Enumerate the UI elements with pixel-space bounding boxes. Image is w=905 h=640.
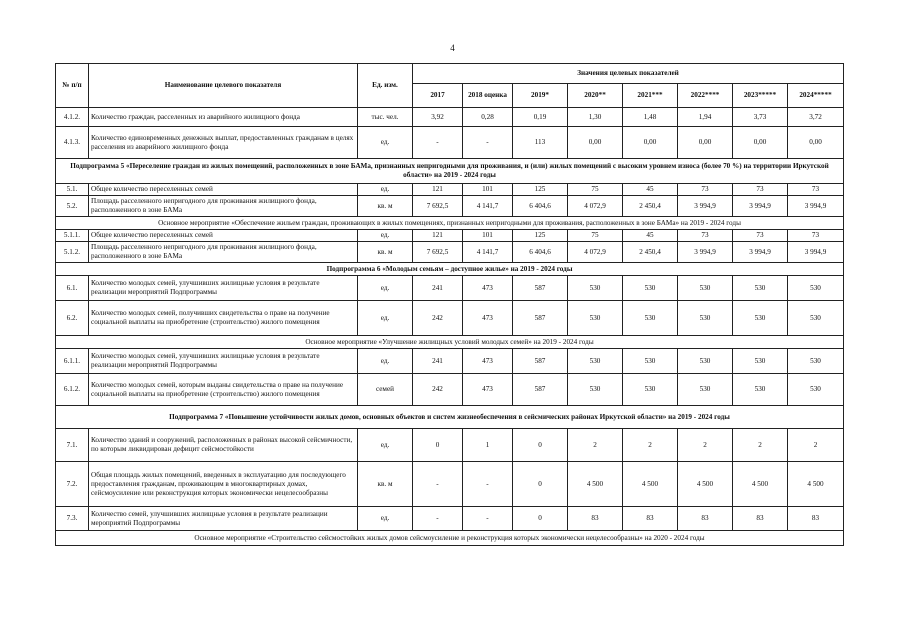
indicator-name: Количество зданий и сооружений, расположенных в районах высокой сейсмичности, по которым ликвидирован дефицит сейсмостойкости xyxy=(89,429,358,462)
value-cell: 45 xyxy=(623,184,678,196)
value-cell: 530 xyxy=(623,349,678,374)
value-cell: 0,00 xyxy=(788,127,844,159)
value-cell: 0 xyxy=(413,429,463,462)
subprogram-title: Подпрограмма 5 «Переселение граждан из жилых помещений, расположенных в зоне БАМа, признанных непригодными для проживания, и (или) жилых помещений с высоким уровнем износа (более 70 %) на территории Иркутской области» на 2019 - 2024 годы xyxy=(56,159,844,184)
value-cell: 4 072,9 xyxy=(568,196,623,217)
value-cell: 83 xyxy=(733,507,788,531)
value-cell: - xyxy=(413,127,463,159)
value-cell: 4 500 xyxy=(623,462,678,507)
unit-cell: кв. м xyxy=(358,242,413,263)
subprogram-row xyxy=(56,263,844,276)
target-indicators-table xyxy=(55,63,844,546)
header-year: 2024***** xyxy=(788,84,844,108)
table-row xyxy=(56,349,844,374)
row-number: 6.1.2. xyxy=(56,374,89,406)
indicator-name: Количество молодых семей, получивших свидетельства о праве на получение социальной выплаты на приобретение (строительство) жилого помещения xyxy=(89,301,358,336)
header-year: 2021*** xyxy=(623,84,678,108)
indicator-name: Количество семей, улучшивших жилищные условия в результате реализации мероприятий Подпрограммы xyxy=(89,507,358,531)
value-cell: 530 xyxy=(788,276,844,301)
subprogram-title: Подпрограмма 6 «Молодым семьям – доступное жилье» на 2019 - 2024 годы xyxy=(56,263,844,276)
value-cell: 241 xyxy=(413,349,463,374)
value-cell: 587 xyxy=(513,276,568,301)
value-cell: 73 xyxy=(678,230,733,242)
measure-title: Основное мероприятие «Строительство сейсмостойких жилых домов сейсмоусиление и реконструкция которых экономически нецелесообразны» на 2020 - 2024 годы xyxy=(56,531,844,546)
value-cell: 7 692,5 xyxy=(413,196,463,217)
indicator-name: Количество молодых семей, которым выданы свидетельства о праве на получение социальной выплаты на приобретение (строительство) жилого помещения xyxy=(89,374,358,406)
value-cell: 2 xyxy=(623,429,678,462)
value-cell: 45 xyxy=(623,230,678,242)
value-cell: 3 994,9 xyxy=(733,242,788,263)
header-year: 2020** xyxy=(568,84,623,108)
value-cell: 3 994,9 xyxy=(788,242,844,263)
page-number: 4 xyxy=(450,43,455,53)
value-cell: 2 xyxy=(788,429,844,462)
table-row xyxy=(56,230,844,242)
value-cell: 0,19 xyxy=(513,108,568,127)
unit-cell: кв. м xyxy=(358,196,413,217)
value-cell: 0,00 xyxy=(623,127,678,159)
indicator-name: Общая площадь жилых помещений, введенных в эксплуатацию для последующего предоставления гражданам, проживающим в многоквартирных домах, сейсмоусиление или реконструкция которых экономически нецелесообразны xyxy=(89,462,358,507)
value-cell: 0,00 xyxy=(568,127,623,159)
value-cell: 530 xyxy=(623,301,678,336)
value-cell: 530 xyxy=(733,276,788,301)
value-cell: 587 xyxy=(513,349,568,374)
row-number: 5.1.2. xyxy=(56,242,89,263)
value-cell: 530 xyxy=(733,349,788,374)
value-cell: 3 994,9 xyxy=(788,196,844,217)
header-year: 2019* xyxy=(513,84,568,108)
value-cell: 0 xyxy=(513,462,568,507)
value-cell: 83 xyxy=(568,507,623,531)
value-cell: 3,72 xyxy=(788,108,844,127)
unit-cell: кв. м xyxy=(358,462,413,507)
value-cell: - xyxy=(463,127,513,159)
value-cell: 530 xyxy=(733,374,788,406)
value-cell: - xyxy=(463,507,513,531)
value-cell: 530 xyxy=(788,374,844,406)
unit-cell: ед. xyxy=(358,301,413,336)
header-values-title: Значения целевых показателей xyxy=(413,64,844,84)
header-year: 2022**** xyxy=(678,84,733,108)
value-cell: 101 xyxy=(463,184,513,196)
value-cell: 2 xyxy=(568,429,623,462)
value-cell: 1 xyxy=(463,429,513,462)
value-cell: 121 xyxy=(413,230,463,242)
header-year: 2017 xyxy=(413,84,463,108)
value-cell: 73 xyxy=(788,184,844,196)
value-cell: 242 xyxy=(413,374,463,406)
indicator-name: Общее количество переселенных семей xyxy=(89,184,358,196)
unit-cell: ед. xyxy=(358,507,413,531)
value-cell: 3 994,9 xyxy=(733,196,788,217)
unit-cell: семей xyxy=(358,374,413,406)
value-cell: 101 xyxy=(463,230,513,242)
measure-title: Основное мероприятие «Обеспечение жильем граждан, проживающих в жилых помещениях, признанных непригодными для проживания, расположенных в зоне БАМа» на 2019 - 2024 годы xyxy=(56,217,844,230)
value-cell: 121 xyxy=(413,184,463,196)
row-number: 5.1.1. xyxy=(56,230,89,242)
subprogram-title: Подпрограмма 7 «Повышение устойчивости жилых домов, основных объектов и систем жизнеобеспечения в сейсмических районах Иркутской области» на 2019 - 2024 годы xyxy=(56,406,844,429)
value-cell: 4 500 xyxy=(678,462,733,507)
value-cell: 3,73 xyxy=(733,108,788,127)
value-cell: 73 xyxy=(733,230,788,242)
value-cell: 75 xyxy=(568,230,623,242)
unit-cell: ед. xyxy=(358,276,413,301)
value-cell: 0 xyxy=(513,429,568,462)
measure-row xyxy=(56,336,844,349)
indicator-name: Общее количество переселенных семей xyxy=(89,230,358,242)
value-cell: 7 692,5 xyxy=(413,242,463,263)
value-cell: - xyxy=(413,462,463,507)
table-row xyxy=(56,276,844,301)
measure-row xyxy=(56,217,844,230)
value-cell: 530 xyxy=(678,374,733,406)
value-cell: 473 xyxy=(463,374,513,406)
unit-cell: ед. xyxy=(358,349,413,374)
indicator-name: Площадь расселенного непригодного для проживания жилищного фонда, расположенного в зоне БАМа xyxy=(89,242,358,263)
value-cell: 473 xyxy=(463,276,513,301)
value-cell: 2 450,4 xyxy=(623,242,678,263)
table-row xyxy=(56,429,844,462)
indicator-name: Количество молодых семей, улучшивших жилищные условия в результате реализации мероприятий Подпрограммы xyxy=(89,349,358,374)
header-year: 2023***** xyxy=(733,84,788,108)
value-cell: 4 141,7 xyxy=(463,242,513,263)
value-cell: 2 450,4 xyxy=(623,196,678,217)
table-row xyxy=(56,127,844,159)
value-cell: 6 404,6 xyxy=(513,196,568,217)
value-cell: 0,28 xyxy=(463,108,513,127)
value-cell: 587 xyxy=(513,301,568,336)
row-number: 4.1.3. xyxy=(56,127,89,159)
value-cell: 73 xyxy=(788,230,844,242)
table-row xyxy=(56,301,844,336)
row-number: 7.3. xyxy=(56,507,89,531)
table-body xyxy=(56,108,844,546)
value-cell: 75 xyxy=(568,184,623,196)
value-cell: 241 xyxy=(413,276,463,301)
header-unit: Ед. изм. xyxy=(358,64,413,108)
value-cell: 3 994,9 xyxy=(678,196,733,217)
row-number: 5.1. xyxy=(56,184,89,196)
value-cell: 1,30 xyxy=(568,108,623,127)
table-row xyxy=(56,507,844,531)
value-cell: 1,94 xyxy=(678,108,733,127)
indicator-name: Количество молодых семей, улучшивших жилищные условия в результате реализации мероприятий Подпрограммы xyxy=(89,276,358,301)
row-number: 7.2. xyxy=(56,462,89,507)
measure-title: Основное мероприятие «Улучшение жилищных условий молодых семей» на 2019 - 2024 годы xyxy=(56,336,844,349)
value-cell: 4 072,9 xyxy=(568,242,623,263)
header-num: № п/п xyxy=(56,64,89,108)
unit-cell: ед. xyxy=(358,184,413,196)
value-cell: - xyxy=(463,462,513,507)
value-cell: 83 xyxy=(678,507,733,531)
unit-cell: ед. xyxy=(358,230,413,242)
row-number: 5.2. xyxy=(56,196,89,217)
indicator-name: Площадь расселенного непригодного для проживания жилищного фонда, расположенного в зоне БАМа xyxy=(89,196,358,217)
value-cell: 73 xyxy=(678,184,733,196)
subprogram-row xyxy=(56,159,844,184)
row-number: 6.2. xyxy=(56,301,89,336)
table-row xyxy=(56,184,844,196)
value-cell: 473 xyxy=(463,301,513,336)
value-cell: 530 xyxy=(623,276,678,301)
value-cell: 4 141,7 xyxy=(463,196,513,217)
row-number: 4.1.2. xyxy=(56,108,89,127)
value-cell: 530 xyxy=(788,301,844,336)
value-cell: 530 xyxy=(678,349,733,374)
value-cell: 530 xyxy=(678,276,733,301)
value-cell: 530 xyxy=(568,301,623,336)
value-cell: 0,00 xyxy=(678,127,733,159)
value-cell: 587 xyxy=(513,374,568,406)
subprogram-row xyxy=(56,406,844,429)
value-cell: 473 xyxy=(463,349,513,374)
value-cell: 6 404,6 xyxy=(513,242,568,263)
value-cell: - xyxy=(413,507,463,531)
value-cell: 4 500 xyxy=(788,462,844,507)
value-cell: 242 xyxy=(413,301,463,336)
value-cell: 3,92 xyxy=(413,108,463,127)
value-cell: 530 xyxy=(623,374,678,406)
value-cell: 125 xyxy=(513,230,568,242)
unit-cell: тыс. чел. xyxy=(358,108,413,127)
header-year: 2018 оценка xyxy=(463,84,513,108)
value-cell: 530 xyxy=(568,276,623,301)
value-cell: 530 xyxy=(678,301,733,336)
value-cell: 1,48 xyxy=(623,108,678,127)
unit-cell: ед. xyxy=(358,429,413,462)
value-cell: 73 xyxy=(733,184,788,196)
value-cell: 3 994,9 xyxy=(678,242,733,263)
table-row xyxy=(56,374,844,406)
value-cell: 530 xyxy=(568,374,623,406)
unit-cell: ед. xyxy=(358,127,413,159)
table-row xyxy=(56,196,844,217)
table-row xyxy=(56,462,844,507)
table-row xyxy=(56,242,844,263)
value-cell: 2 xyxy=(733,429,788,462)
value-cell: 2 xyxy=(678,429,733,462)
value-cell: 0,00 xyxy=(733,127,788,159)
indicator-name: Количество граждан, расселенных из аварийного жилищного фонда xyxy=(89,108,358,127)
value-cell: 4 500 xyxy=(568,462,623,507)
value-cell: 125 xyxy=(513,184,568,196)
value-cell: 83 xyxy=(623,507,678,531)
value-cell: 530 xyxy=(788,349,844,374)
row-number: 7.1. xyxy=(56,429,89,462)
row-number: 6.1.1. xyxy=(56,349,89,374)
measure-row xyxy=(56,531,844,546)
value-cell: 83 xyxy=(788,507,844,531)
header-name: Наименование целевого показателя xyxy=(89,64,358,108)
indicator-name: Количество единовременных денежных выплат, предоставленных гражданам в целях расселения из аварийного жилищного фонда xyxy=(89,127,358,159)
value-cell: 0 xyxy=(513,507,568,531)
row-number: 6.1. xyxy=(56,276,89,301)
value-cell: 530 xyxy=(568,349,623,374)
table-row xyxy=(56,108,844,127)
value-cell: 530 xyxy=(733,301,788,336)
value-cell: 4 500 xyxy=(733,462,788,507)
value-cell: 113 xyxy=(513,127,568,159)
